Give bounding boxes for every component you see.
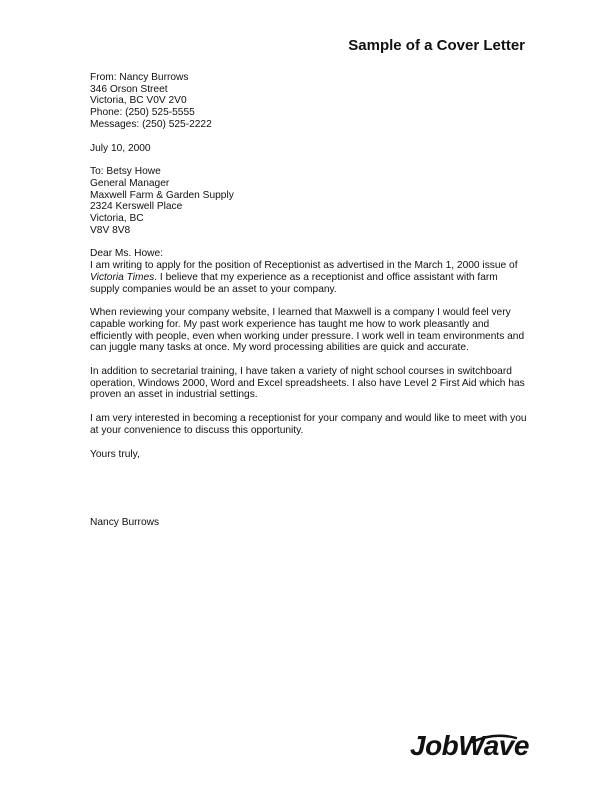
signature	[90, 517, 530, 529]
letter-date	[90, 143, 530, 155]
paragraph-4	[90, 413, 530, 436]
swoosh-icon	[470, 734, 518, 744]
letter-body	[90, 72, 530, 529]
paragraph-line: When reviewing your company website, I learned that Maxwell is a company I would feel very	[90, 307, 511, 319]
recipient-address	[90, 166, 530, 236]
paragraph-line: I am writing to apply for the position of Receptionist as advertised in the March 1, 2000 issue of	[90, 260, 518, 272]
recipient-line: 2324 Kerswell Place	[90, 201, 183, 213]
publication-name: Victoria Times	[90, 271, 155, 283]
closing	[90, 449, 530, 461]
sender-line: 346 Orson Street	[90, 83, 168, 95]
sender-line: Messages: (250) 525-2222	[90, 118, 212, 130]
paragraph-line: operation, Windows 2000, Word and Excel spreadsheets. I also have Level 2 First Aid which has	[90, 377, 525, 389]
paragraph-line: supply companies would be an asset to your company.	[90, 283, 337, 295]
recipient-line: General Manager	[90, 177, 170, 189]
salutation	[90, 248, 530, 260]
paragraph-line: I am very interested in becoming a receptionist for your company and would like to meet with you	[90, 413, 527, 425]
paragraph-line: efficiently with people, even when working under pressure. I work well in team environments and	[90, 330, 525, 342]
paragraph-line-rest: . I believe that my experience as a receptionist and office assistant with farm	[154, 271, 498, 283]
recipient-line: To: Betsy Howe	[90, 166, 161, 178]
sender-line: Phone: (250) 525-5555	[90, 107, 195, 119]
paragraph-line: proven an asset in industrial settings.	[90, 389, 258, 401]
paragraph-line: at your convenience to discuss this opportunity.	[90, 424, 304, 436]
paragraph-3	[90, 366, 530, 401]
logo-text: JobWave	[410, 730, 529, 761]
closing-line: Yours truly,	[90, 448, 140, 460]
paragraph-2	[90, 307, 530, 354]
sender-line: From: Nancy Burrows	[90, 72, 189, 83]
recipient-line: Maxwell Farm & Garden Supply	[90, 189, 234, 201]
salutation-line: Dear Ms. Howe:	[90, 248, 164, 260]
paragraph-1	[90, 260, 530, 295]
jobwave-logo	[410, 730, 530, 770]
date-line: July 10, 2000	[90, 142, 151, 154]
recipient-line: Victoria, BC	[90, 213, 144, 225]
sender-address	[90, 72, 530, 131]
paragraph-line: In addition to secretarial training, I have taken a variety of night school courses in switchboard	[90, 366, 512, 378]
signature-line: Nancy Burrows	[90, 517, 160, 529]
paragraph-line: capable working for. My past work experience has taught me how to work pleasantly and	[90, 318, 490, 330]
recipient-line: V8V 8V8	[90, 224, 131, 236]
page-title: Sample of a Cover Letter	[348, 37, 525, 54]
sender-line: Victoria, BC V0V 2V0	[90, 95, 187, 107]
paragraph-line: can juggle many tasks at once. My word processing abilities are quick and accurate.	[90, 342, 469, 354]
paragraph-line	[90, 272, 530, 284]
